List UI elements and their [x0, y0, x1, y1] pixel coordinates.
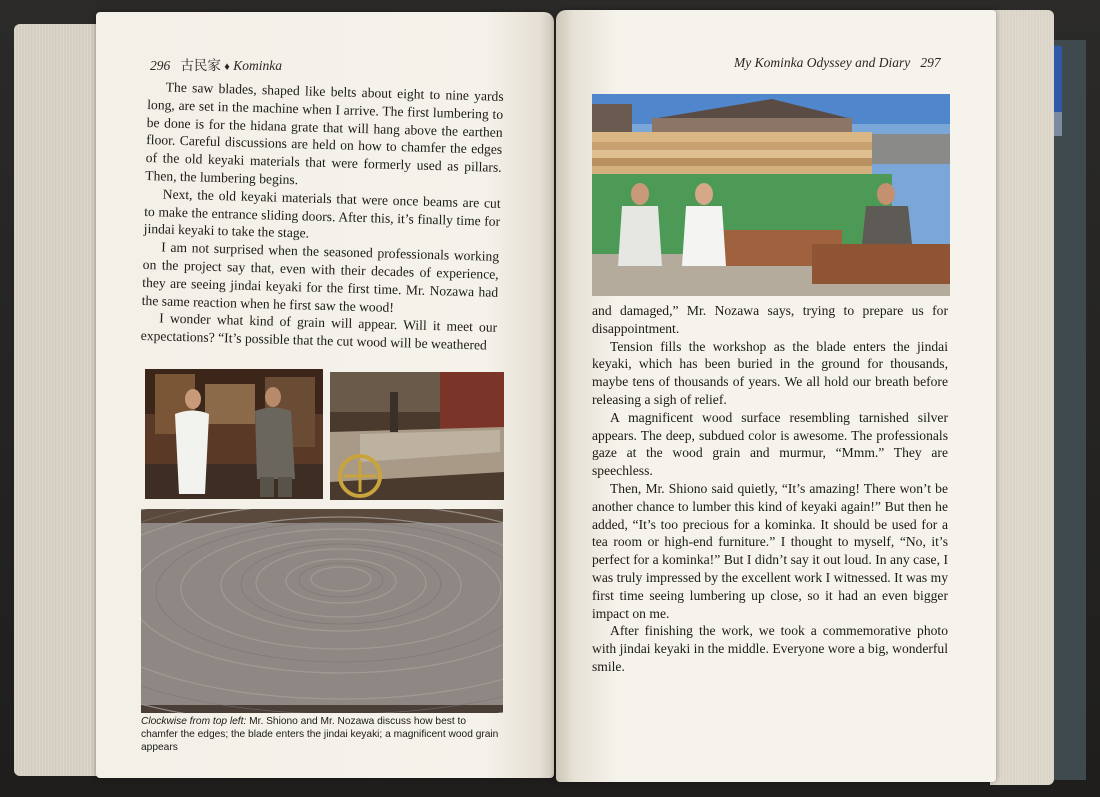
paragraph: A magnificent wood surface resembling tarnished silver appears. The deep, subdued color is awesome. The professionals gaze at the wood grain and murmur, “Mmm.” They are speechless. — [592, 409, 948, 479]
right-page — [556, 10, 996, 782]
caption-lead: Clockwise from top left: — [141, 716, 247, 727]
left-running-header — [150, 54, 282, 74]
photo-wood-grain — [141, 509, 503, 713]
right-running-header — [734, 55, 941, 71]
photo-blade-in-wood — [330, 372, 504, 500]
photo-commemorative-group — [592, 94, 950, 296]
left-page-edges — [14, 24, 109, 776]
left-page — [96, 12, 554, 778]
right-header-title: My Kominka Odyssey and Diary — [734, 55, 911, 70]
left-page-number: 296 — [150, 58, 171, 73]
right-page-edges — [990, 10, 1054, 785]
right-page-number: 297 — [920, 55, 941, 70]
paragraph: Tension fills the workshop as the blade enters the jindai keyaki, which has been buried in the ground for thousands, maybe tens of thousands of years. We all hold our breath before releasing a sigh of relief. — [592, 338, 948, 407]
paragraph: The saw blades, shaped like belts about eight to nine yards long, are set in the machine when I arrive. The first lumbering to be done is for the hidana grate that will hang above the earthen floor. Careful discussions are held on how to chamfer the edges of the old keyaki materials that were formerly used as pillars. Then, the lumbering begins. — [145, 79, 504, 188]
left-header-title: Kominka — [233, 58, 282, 73]
paragraph: After finishing the work, we took a commemorative photo with jindai keyaki in the middle. Everyone wore a big, wonderful smile. — [592, 623, 948, 674]
photo-caption — [141, 715, 503, 754]
paragraph: I am not surprised when the seasoned professionals working on the project say that, even with their decades of experience, they are seeing jindai keyaki for the first time. Mr. Nozawa had the same reaction when he first saw the wood! — [141, 239, 500, 315]
paragraph: and damaged,” Mr. Nozawa says, trying to prepare us for disappointment. — [592, 303, 948, 336]
paragraph: Next, the old keyaki materials that were once beams are cut to make the entrance sliding doors. After this, it’s finally time for jindai keyaki to take the stage. — [143, 186, 501, 241]
header-kanji: 古民家 — [180, 58, 221, 73]
right-body-text — [592, 302, 948, 676]
caption-text: Mr. Shiono and Mr. Nozawa discuss how best to chamfer the edges; the blade enters the jindai keyaki; a magnificent wood grain appears — [141, 716, 499, 753]
photo-men-discussing — [145, 369, 323, 499]
left-body-text — [141, 78, 504, 355]
paragraph: I wonder what kind of grain will appear. Will it meet our expectations? “It’s possible that the cut wood will be weathered — [140, 310, 498, 353]
diamond-icon: ♦ — [224, 61, 230, 73]
paragraph: Then, Mr. Shiono said quietly, “It’s amazing! There won’t be another chance to lumber this kind of keyaki again!” But then he added, “It’s too precious for a kominka. It should be used for a tea room or high-end furniture.” I thought to myself, “No, it’s perfect for a kominka!” But I didn’t say it out loud. In any case, I was truly impressed by the excellent work I witnessed. It was my first time seeing lumbering up close, so it had an even bigger impact on me. — [592, 480, 948, 621]
